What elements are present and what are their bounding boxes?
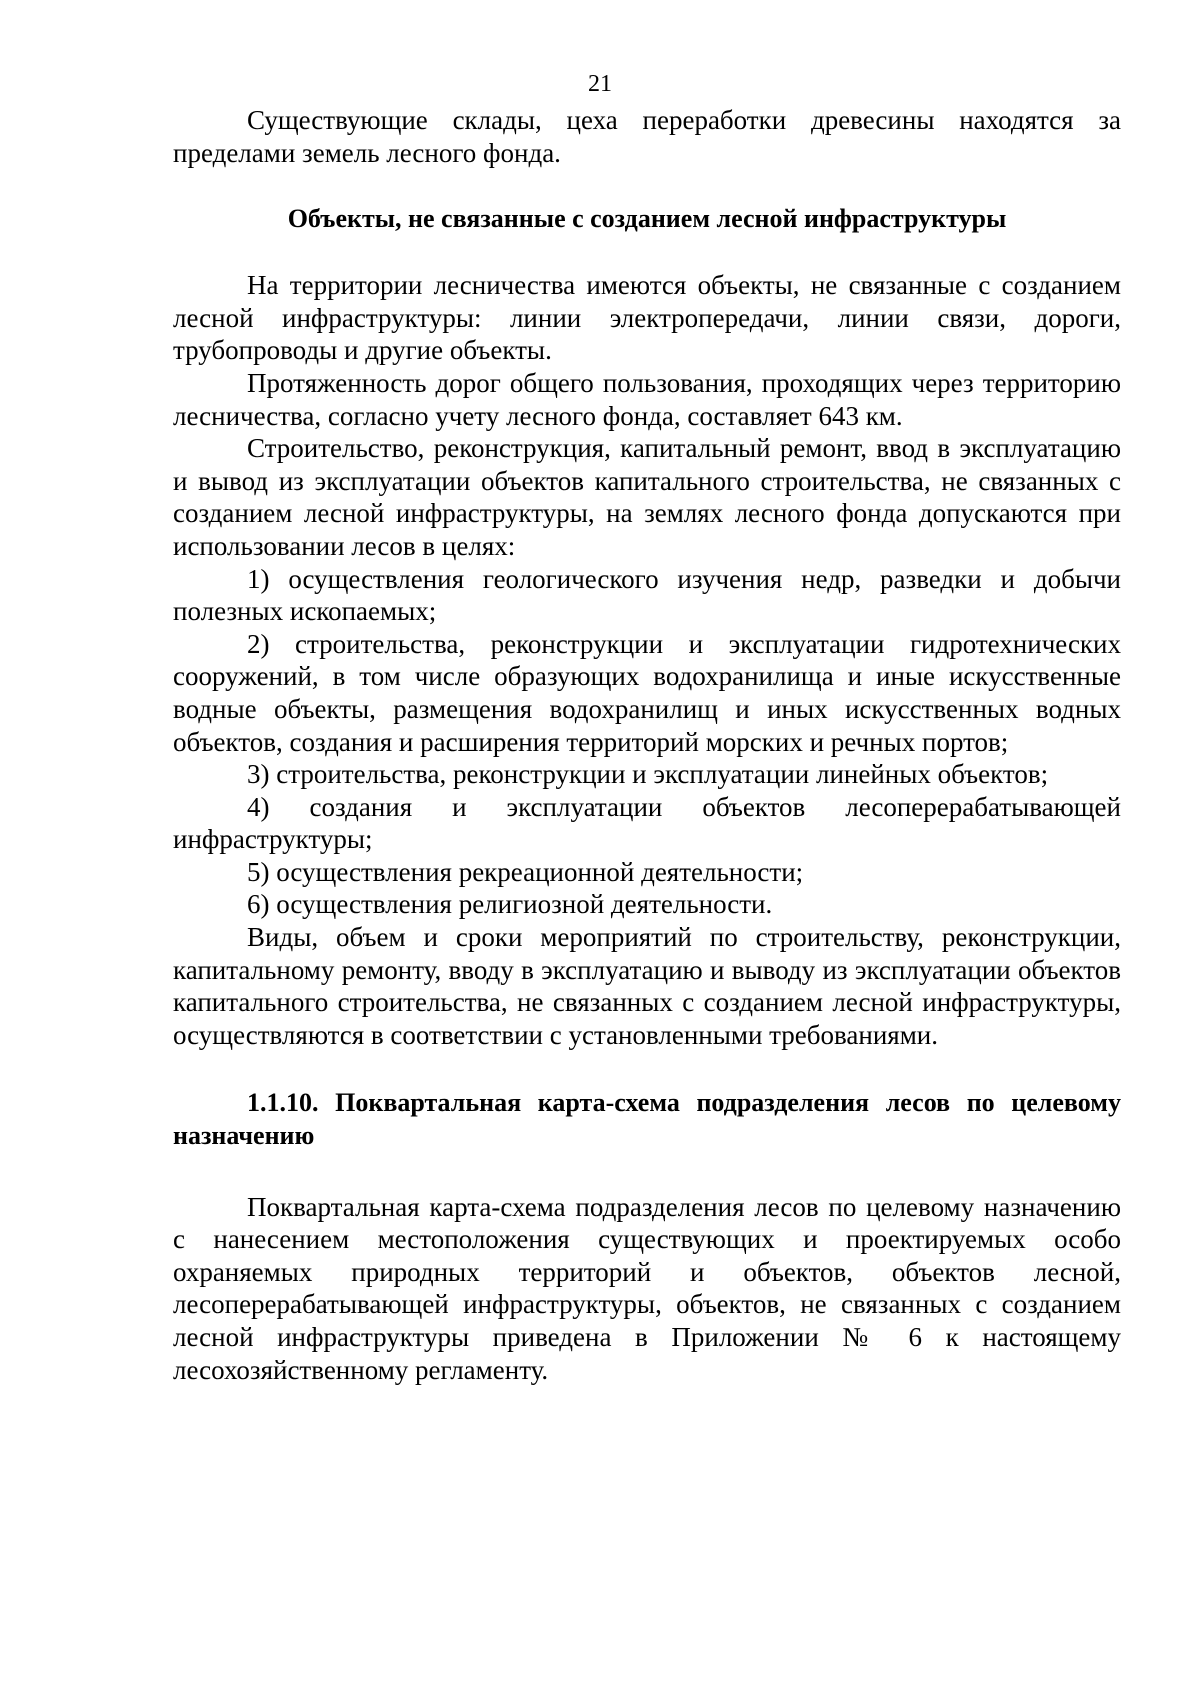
paragraph-construction-purposes: Строительство, реконструкция, капитальный ремонт, ввод в эксплуатацию и вывод из эксплуатации объектов капитального строительства, не связанных с созданием лесной инфраструктуры, на землях лесного фонда допускаются при использовании лесов в целях: [173, 433, 1121, 561]
paragraph-road-length: Протяженность дорог общего пользования, проходящих через территорию лесничества, согласно учету лесного фонда, составляет 643 км. [173, 367, 1121, 431]
list-item-3: 3) строительства, реконструкции и эксплуатации линейных объектов; [247, 759, 1049, 790]
list-item-6: 6) осуществления религиозной деятельности. [247, 889, 773, 920]
section-number: 1.1.10. [247, 1088, 319, 1118]
list-item-5: 5) осуществления рекреационной деятельности; [247, 856, 804, 887]
final-paragraph: Поквартальная карта-схема подразделения лесов по целевому назначению с нанесением местоположения существующих и проектируемых особо охраняемых природных территорий и объектов, объектов лесной, лесоперерабатывающей инфраструктуры, объектов, не связанных с созданием лесной инфраструктуры приведена в Приложении № 6 к настоящему лесохозяйственному регламенту. [173, 1191, 1121, 1385]
section-heading [173, 1087, 1121, 1152]
paragraph-requirements: Виды, объем и сроки мероприятий по строительству, реконструкции, капитальному ремонту, вводу в эксплуатацию и выводу из эксплуатации объектов капитального строительства, не связанных с созданием лесной инфраструктуры, осуществляются в соответствии с установленными требованиями. [173, 922, 1121, 1050]
list-item-1: 1) осуществления геологического изучения недр, разведки и добычи полезных ископаемых; [173, 563, 1121, 627]
list-item-4: 4) создания и эксплуатации объектов лесоперерабатывающей инфраструктуры; [173, 791, 1121, 855]
page-number: 21 [588, 71, 612, 97]
list-item-2: 2) строительства, реконструкции и эксплуатации гидротехнических сооружений, в том числе образующих водохранилища и иные искусственные водные объекты, размещения водохранилищ и иных искусственных водных объектов, создания и расширения территорий морских и речных портов; [173, 628, 1121, 757]
paragraph-territory-objects: На территории лесничества имеются объекты, не связанные с созданием лесной инфраструктуры: линии электропередачи, линии связи, дороги, трубопроводы и другие объекты. [173, 270, 1121, 366]
intro-paragraph: Существующие склады, цеха переработки древесины находятся за пределами земель лесного фонда. [173, 105, 1121, 168]
section-title: Поквартальная карта-схема подразделения лесов по целевому назначению [173, 1088, 1122, 1151]
document-body [173, 104, 1121, 1386]
objects-heading: Объекты, не связанные с созданием лесной инфраструктуры [287, 204, 1007, 234]
